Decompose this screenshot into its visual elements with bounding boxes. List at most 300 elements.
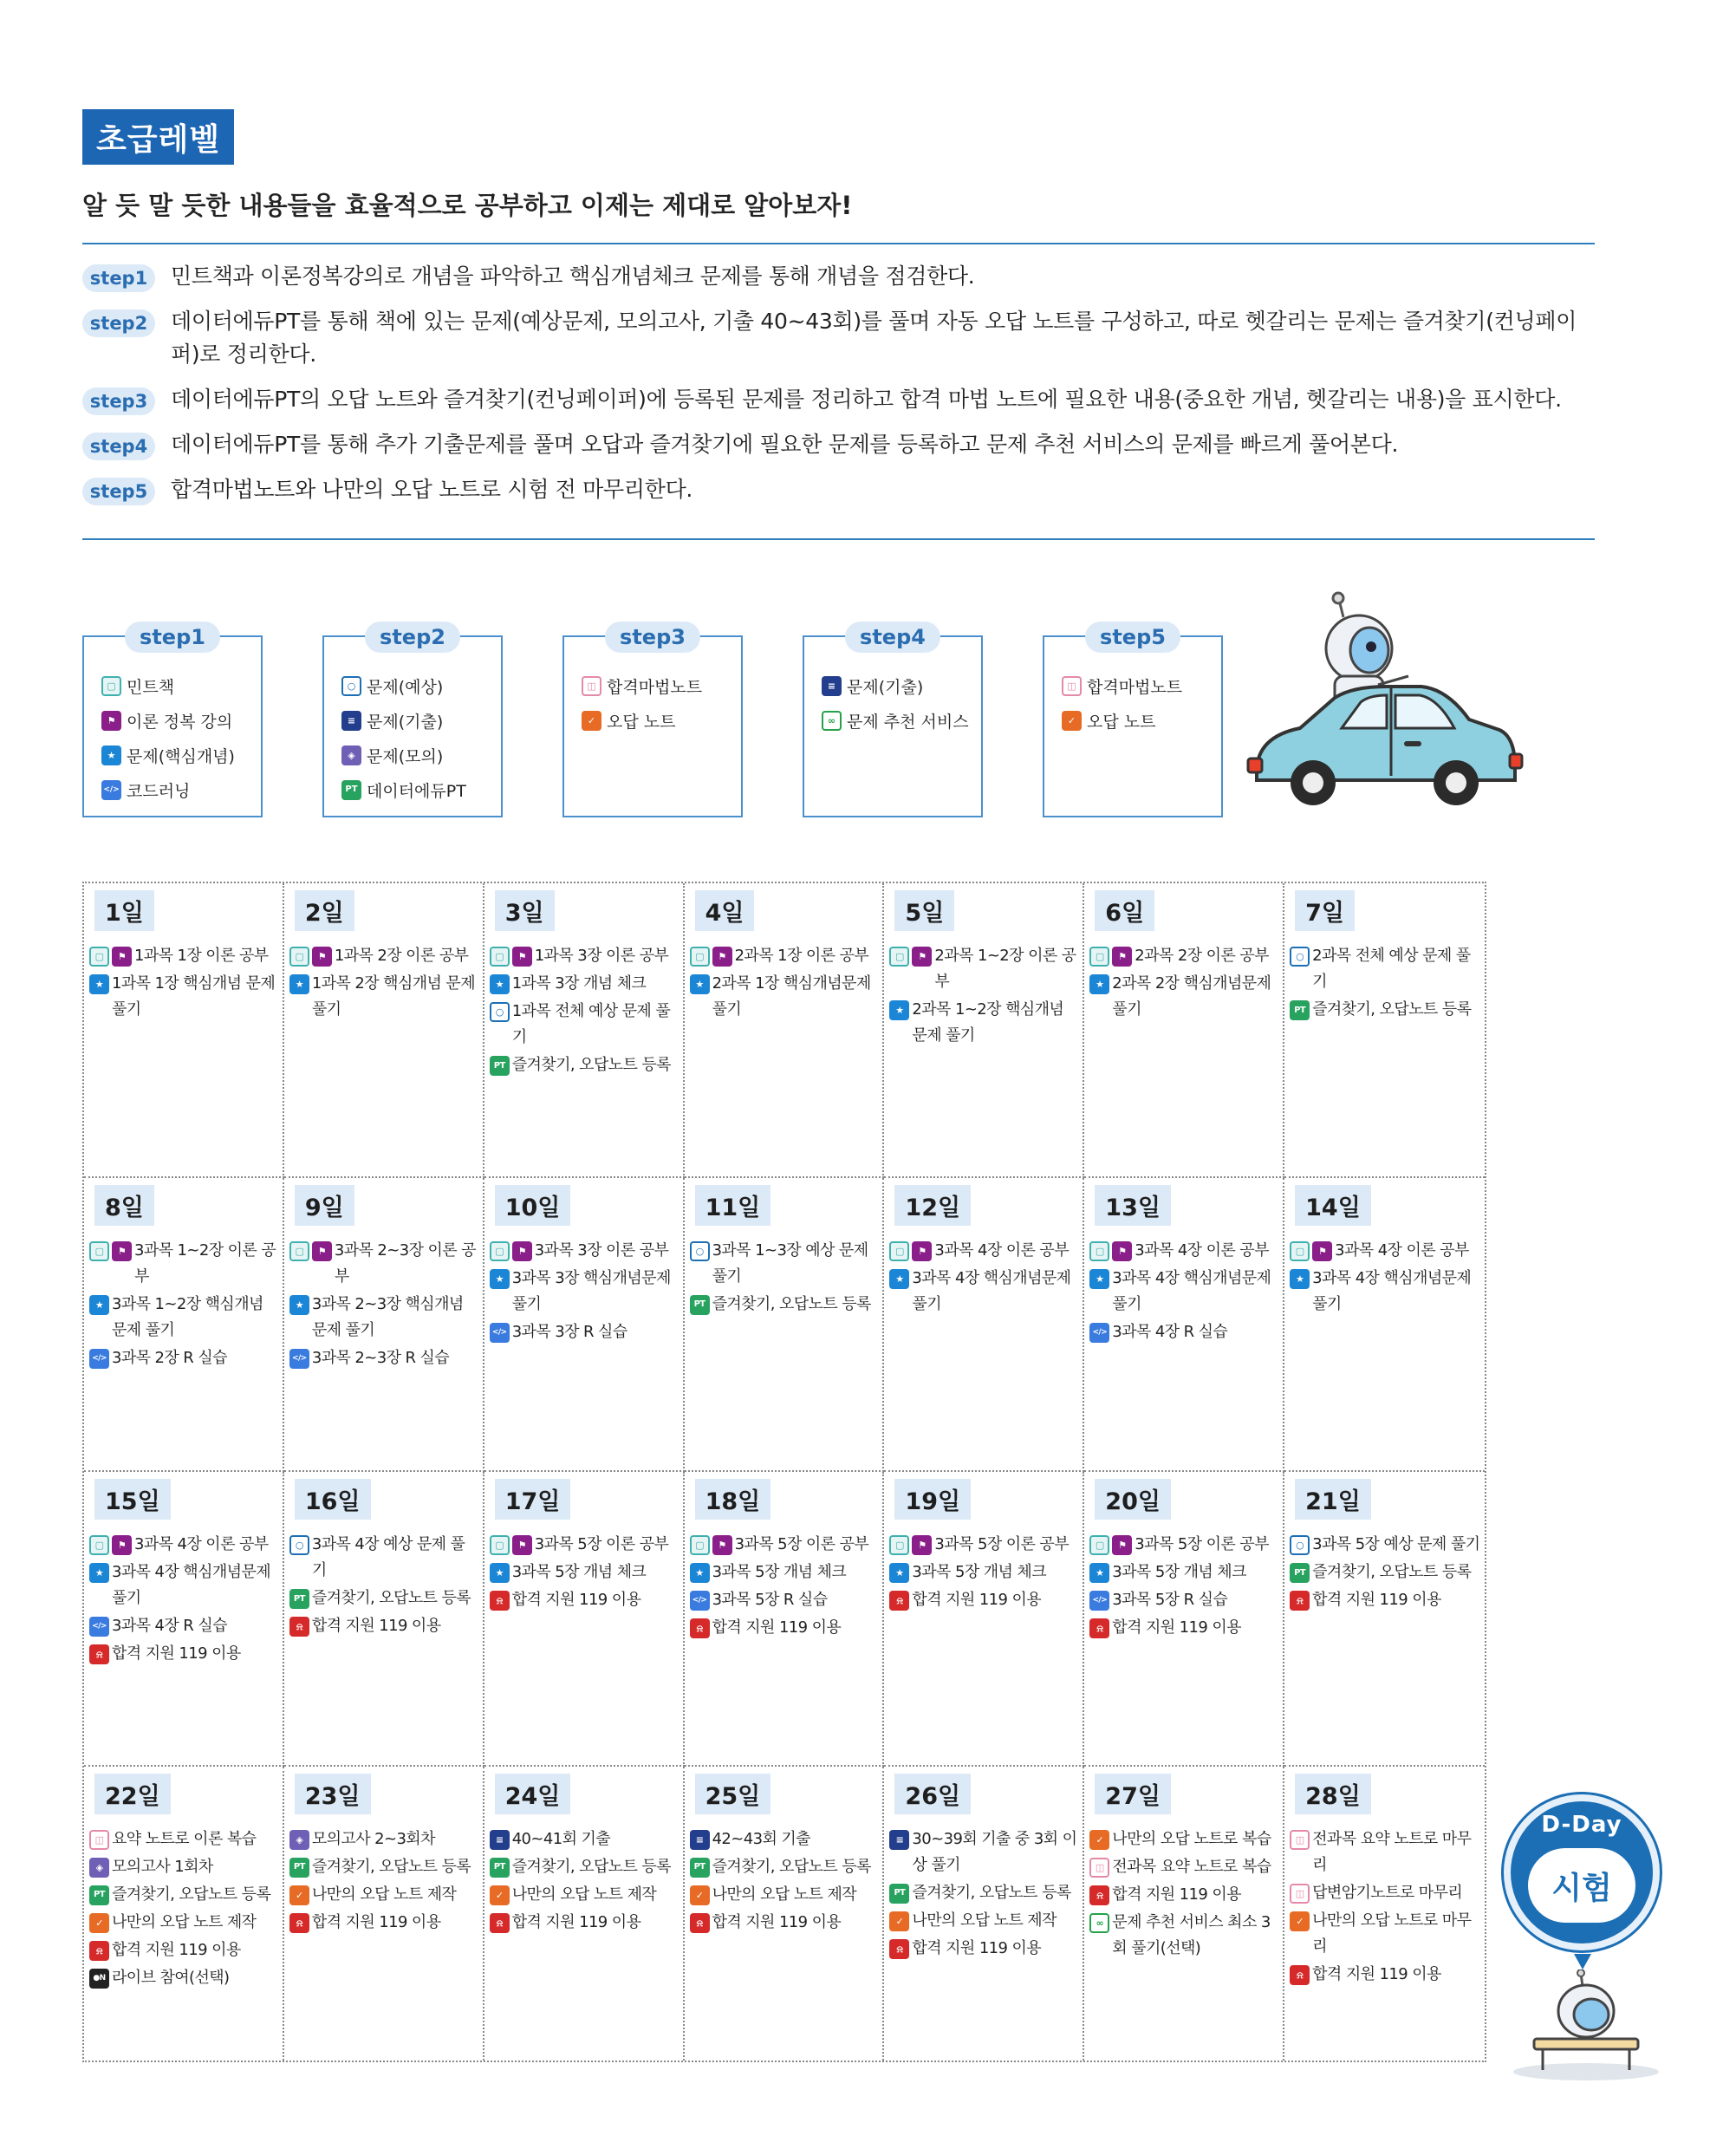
day-label: 23일 [295, 1774, 371, 1814]
task-item [89, 1238, 279, 1290]
list-icon: ≡ [490, 1830, 510, 1850]
check-icon: ✓ [582, 711, 601, 731]
flag-icon: ⚑ [712, 947, 732, 967]
check-icon: ✓ [1062, 711, 1082, 731]
task-item [690, 943, 880, 969]
task-text: 합격 지원 119 이용 [712, 1618, 842, 1637]
step-text: 데이터에듀PT의 오답 노트와 즐겨찾기(컨닝페이퍼)에 등록된 문제를 정리하고 합격 마법 노트에 필요한 내용(중요한 개념, 헷갈리는 내용)을 표시한다. [171, 387, 1562, 412]
flag-icon: ⚑ [712, 1535, 732, 1555]
star-icon: ★ [1089, 1269, 1109, 1289]
task-icons [1089, 1591, 1112, 1611]
task-item [89, 1910, 279, 1936]
star-icon: ★ [1089, 974, 1109, 994]
task-text: 나만의 오답 노트 제작 [511, 1885, 657, 1904]
step-card-item [101, 738, 261, 772]
task-icons [89, 1830, 112, 1850]
task-text: 즐겨찾기, 오답노트 등록 [511, 1857, 671, 1876]
task-item [89, 1532, 279, 1558]
day-label: 19일 [894, 1479, 971, 1520]
task-text: 3과목 5장 R 실습 [712, 1591, 828, 1609]
flag-icon: ⚑ [512, 947, 532, 967]
star-icon: ★ [889, 1563, 909, 1583]
step-card-item-label: 오답 노트 [607, 712, 676, 732]
task-icons [490, 1241, 535, 1261]
calendar-day [884, 1472, 1084, 1767]
task-icons [289, 1295, 312, 1315]
task-icons [89, 1885, 112, 1905]
task-icons [889, 1000, 912, 1020]
task-text: 3과목 5장 이론 공부 [534, 1535, 669, 1553]
task-icons [1290, 1591, 1312, 1611]
task-item [89, 1345, 279, 1371]
layers-icon: ◈ [289, 1830, 309, 1850]
task-text: 3과목 5장 이론 공부 [734, 1535, 869, 1553]
live-icon: ●N [89, 1969, 109, 1989]
task-item [889, 1908, 1079, 1934]
task-icons [1290, 1000, 1312, 1020]
code-icon: </> [89, 1617, 109, 1637]
task-item [89, 1965, 279, 1991]
task-text: 합격 지원 119 이용 [1112, 1885, 1241, 1904]
step-card [322, 625, 503, 817]
task-text: 나만의 오답 노트로 복습 [1112, 1829, 1271, 1848]
task-text: 합격 지원 119 이용 [1312, 1591, 1441, 1609]
task-item [289, 1854, 479, 1880]
pt-icon: PT [1290, 1000, 1310, 1020]
calendar-day [484, 883, 685, 1178]
bell-icon: ⍾ [289, 1617, 309, 1637]
calendar-day [1284, 883, 1485, 1178]
step-card-item-label: 코드러닝 [127, 781, 191, 801]
task-text: 모의고사 1회차 [112, 1857, 213, 1876]
task-text: 3과목 4장 핵심개념문제 풀기 [912, 1268, 1071, 1313]
task-item [289, 1292, 479, 1344]
task-icons [89, 1349, 112, 1369]
flag-icon: ⚑ [112, 1241, 132, 1261]
flag-icon: ⚑ [512, 1241, 532, 1261]
task-icons [1089, 1535, 1135, 1555]
task-text: 즐겨찾기, 오답노트 등록 [511, 1056, 671, 1074]
step-card-item-label: 문제(예상) [367, 677, 444, 697]
flag-icon: ⚑ [912, 1535, 932, 1555]
step-card-title: step1 [125, 622, 220, 653]
task-item [889, 1532, 1079, 1558]
code-icon: </> [690, 1591, 710, 1611]
task-item [490, 1882, 679, 1908]
task-text: 합격 지원 119 이용 [311, 1617, 441, 1635]
day-label: 13일 [1095, 1185, 1171, 1226]
task-icons [690, 947, 735, 967]
task-item [289, 943, 479, 969]
calendar-day [284, 1767, 484, 2061]
pt-icon: PT [1290, 1563, 1310, 1583]
task-text: 1과목 3장 이론 공부 [534, 947, 669, 965]
task-item [690, 1882, 880, 1908]
calendar-day [1084, 1178, 1284, 1473]
task-text: 3과목 5장 개념 체크 [912, 1563, 1047, 1581]
task-text: 2과목 1장 이론 공부 [734, 947, 869, 965]
step-card-item [822, 703, 981, 738]
task-item [1089, 1854, 1279, 1880]
step-card-item-label: 데이터에듀PT [367, 781, 466, 801]
task-icons [690, 974, 712, 994]
task-text: 2과목 1~2장 이론 공부 [934, 947, 1076, 991]
steps-list [82, 260, 1595, 518]
task-item [889, 1587, 1079, 1613]
task-icons [289, 1241, 335, 1261]
flag-icon: ⚑ [112, 947, 132, 967]
task-item [1089, 1532, 1279, 1558]
task-text: 합격 지원 119 이용 [712, 1912, 842, 1931]
task-text: 3과목 3장 핵심개념문제 풀기 [511, 1268, 671, 1313]
star-icon: ★ [89, 1563, 109, 1583]
robot-icon [1513, 1969, 1659, 2080]
task-item [1089, 1559, 1279, 1585]
task-text: 즐겨찾기, 오답노트 등록 [712, 1857, 871, 1876]
task-icons [89, 1858, 112, 1878]
task-item [1089, 1587, 1279, 1613]
task-icons [490, 1535, 535, 1555]
step-card-items [84, 637, 261, 807]
task-icons [1290, 1535, 1312, 1555]
day-label: 24일 [495, 1774, 571, 1814]
task-text: 합격 지원 119 이용 [112, 1940, 241, 1959]
day-label: 17일 [495, 1479, 571, 1520]
search-icon: ○ [1290, 947, 1310, 967]
book-icon: ▢ [101, 676, 121, 696]
check-icon: ✓ [1290, 1911, 1310, 1931]
book-icon: ▢ [889, 1241, 909, 1261]
day-label: 21일 [1295, 1479, 1371, 1520]
task-icons [1089, 1269, 1112, 1289]
step-card [1043, 625, 1223, 817]
task-text: 즐겨찾기, 오답노트 등록 [311, 1589, 471, 1607]
divider-top [82, 243, 1595, 244]
star-icon: ★ [101, 745, 121, 765]
calendar-day [884, 1178, 1084, 1473]
task-icons [889, 1939, 912, 1959]
book-icon: ▢ [1290, 1241, 1310, 1261]
pt-icon: PT [89, 1885, 109, 1905]
bell-icon: ⍾ [1089, 1618, 1109, 1638]
day-label: 9일 [295, 1185, 354, 1226]
day-label: 10일 [495, 1185, 571, 1226]
task-text: 합격 지원 119 이용 [1112, 1618, 1241, 1637]
task-icons [1290, 1241, 1335, 1261]
day-label: 26일 [894, 1774, 971, 1814]
task-icons [490, 1323, 512, 1343]
bell-icon: ⍾ [889, 1939, 909, 1959]
task-item [289, 1345, 479, 1371]
task-text: 즐겨찾기, 오답노트 등록 [1312, 1563, 1472, 1581]
task-text: 요약 노트로 이론 복습 [112, 1829, 257, 1848]
task-icons [289, 1913, 312, 1933]
task-text: 즐겨찾기, 오답노트 등록 [1312, 1000, 1472, 1019]
star-icon: ★ [490, 1269, 510, 1289]
calendar-day [1284, 1472, 1485, 1767]
step-card-item [341, 772, 501, 807]
book-icon: ▢ [490, 947, 510, 967]
study-calendar [82, 882, 1486, 2062]
task-icons [690, 1591, 712, 1611]
task-item [1290, 997, 1481, 1023]
task-text: 1과목 1장 핵심개념 문제 풀기 [112, 974, 276, 1019]
bell-icon: ⍾ [490, 1591, 510, 1611]
task-item [1089, 1882, 1279, 1908]
task-item [1290, 1908, 1481, 1960]
book-icon: ▢ [289, 947, 309, 967]
step-card-item [1062, 668, 1221, 703]
calendar-day [84, 1178, 284, 1473]
car-icon [1248, 687, 1522, 805]
task-text: 2과목 전체 예상 문제 풀기 [1312, 947, 1471, 991]
calendar-day [1284, 1178, 1485, 1473]
task-text: 즐겨찾기, 오답노트 등록 [712, 1294, 871, 1313]
magic-note-icon: ◫ [1290, 1830, 1310, 1850]
calendar-day [84, 883, 284, 1178]
task-item [1089, 1615, 1279, 1641]
task-text: 3과목 5장 개념 체크 [511, 1563, 647, 1581]
task-icons [1290, 1563, 1312, 1583]
dday-badge-tail [1574, 1954, 1591, 1969]
star-icon: ★ [1089, 1563, 1109, 1583]
book-icon: ▢ [889, 947, 909, 967]
task-item [490, 1910, 679, 1936]
task-icons [690, 1913, 712, 1933]
task-icons [89, 1617, 112, 1637]
task-icons [490, 947, 535, 967]
task-text: 3과목 4장 R 실습 [1112, 1322, 1228, 1341]
calendar-day [1084, 1472, 1284, 1767]
step-card-item-label: 문제 추천 서비스 [847, 712, 969, 732]
task-text: 전과목 요약 노트로 복습 [1112, 1857, 1271, 1876]
magic-note-icon: ◫ [89, 1830, 109, 1850]
calendar-day [84, 1767, 284, 2061]
step-text: 데이터에듀PT를 통해 추가 기출문제를 풀며 오답과 즐겨찾기에 필요한 문제를 등록하고 문제 추천 서비스의 문제를 빠르게 풀어본다. [171, 432, 1399, 457]
task-item [1290, 1559, 1481, 1585]
step-card-items [324, 637, 501, 807]
task-icons [1089, 1563, 1112, 1583]
list-icon: ≡ [822, 676, 842, 696]
task-item [1290, 1880, 1481, 1906]
task-icons [289, 1589, 312, 1609]
bell-icon: ⍾ [1290, 1965, 1310, 1985]
step-pill: step3 [82, 387, 155, 415]
task-icons [89, 1241, 134, 1261]
task-item [690, 1238, 880, 1290]
task-item [490, 1238, 679, 1264]
task-item [690, 1587, 880, 1613]
task-text: 합격 지원 119 이용 [311, 1912, 441, 1931]
task-icons [490, 1563, 512, 1583]
pt-icon: PT [690, 1295, 710, 1315]
calendar-day [685, 1472, 885, 1767]
task-icons [1290, 1965, 1312, 1985]
magic-note-icon: ◫ [1290, 1884, 1310, 1904]
task-icons [490, 1913, 512, 1933]
magic-note-icon: ◫ [582, 676, 601, 696]
search-icon: ○ [490, 1002, 510, 1022]
task-icons [89, 1941, 112, 1961]
bell-icon: ⍾ [289, 1913, 309, 1933]
step-pill: step1 [82, 264, 155, 292]
flag-icon: ⚑ [312, 947, 332, 967]
task-item [690, 1615, 880, 1641]
task-text: 2과목 2장 이론 공부 [1135, 947, 1269, 965]
task-item [89, 1882, 279, 1908]
calendar-day [484, 1472, 685, 1767]
task-text: 라이브 참여(선택) [112, 1968, 230, 1987]
step-pill: step4 [82, 433, 155, 460]
day-label: 7일 [1295, 890, 1355, 931]
step-card-item-label: 문제(기출) [847, 677, 924, 697]
task-icons [690, 1858, 712, 1878]
flag-icon: ⚑ [912, 947, 932, 967]
pt-icon: PT [490, 1056, 510, 1076]
task-icons [889, 1535, 934, 1555]
task-item [889, 1826, 1079, 1878]
task-item [289, 1238, 479, 1290]
step-card-item [582, 703, 741, 738]
task-item [89, 971, 279, 1023]
star-icon: ★ [89, 974, 109, 994]
book-icon: ▢ [889, 1535, 909, 1555]
flag-icon: ⚑ [1312, 1241, 1332, 1261]
flag-icon: ⚑ [1112, 947, 1132, 967]
link-icon: ∞ [822, 711, 842, 731]
step-card-item [101, 772, 261, 807]
task-text: 즐겨찾기, 오답노트 등록 [112, 1885, 271, 1904]
task-icons [1089, 1241, 1135, 1261]
step-card-item [1062, 703, 1221, 738]
calendar-day [685, 1178, 885, 1473]
task-icons [1290, 1269, 1312, 1289]
task-icons [289, 1885, 312, 1905]
task-item [289, 1882, 479, 1908]
task-icons [89, 1563, 112, 1583]
code-icon: </> [490, 1323, 510, 1343]
task-icons [289, 1535, 312, 1555]
task-text: 합격 지원 119 이용 [912, 1591, 1042, 1609]
task-text: 3과목 2~3장 이론 공부 [334, 1240, 476, 1286]
task-icons [89, 1535, 134, 1555]
task-icons [1290, 947, 1312, 967]
step-card-item-label: 문제(모의) [367, 746, 444, 766]
task-text: 1과목 3장 개념 체크 [511, 974, 647, 993]
book-icon: ▢ [289, 1241, 309, 1261]
task-icons [1290, 1884, 1312, 1904]
task-text: 나만의 오답 노트 제작 [912, 1911, 1057, 1930]
step-card [82, 625, 263, 817]
task-item [89, 1937, 279, 1963]
task-item [1290, 1532, 1481, 1558]
task-item [1290, 943, 1481, 995]
task-item [1290, 1962, 1481, 1988]
task-text: 3과목 4장 R 실습 [112, 1617, 227, 1635]
task-item [690, 1292, 880, 1318]
task-text: 3과목 1~2장 핵심개념 문제 풀기 [112, 1294, 263, 1339]
task-text: 답변암기노트로 마무리 [1312, 1883, 1463, 1902]
task-item [1089, 971, 1279, 1023]
task-icons [1089, 1858, 1112, 1878]
task-icons [690, 1885, 712, 1905]
check-icon: ✓ [289, 1885, 309, 1905]
list-icon: ≡ [889, 1830, 909, 1850]
task-item [889, 1559, 1079, 1585]
task-item [1290, 1826, 1481, 1878]
task-item [889, 1936, 1079, 1962]
task-text: 3과목 4장 이론 공부 [1335, 1240, 1469, 1260]
star-icon: ★ [690, 1563, 710, 1583]
calendar-day [84, 1472, 284, 1767]
pt-icon: PT [341, 780, 361, 800]
task-item [1089, 1910, 1279, 1962]
robot-car-illustration [1239, 589, 1525, 832]
task-item [1290, 1266, 1481, 1318]
task-item [89, 1559, 279, 1611]
task-icons [889, 1830, 912, 1850]
task-text: 전과목 요약 노트로 마무리 [1312, 1829, 1472, 1874]
search-icon: ○ [341, 676, 361, 696]
task-icons [889, 1591, 912, 1611]
book-icon: ▢ [490, 1535, 510, 1555]
step-card-item [582, 668, 741, 703]
task-text: 2과목 1~2장 핵심개념 문제 풀기 [912, 1000, 1064, 1045]
calendar-day [484, 1178, 685, 1473]
task-text: 3과목 4장 이론 공부 [134, 1535, 269, 1553]
star-icon: ★ [490, 1563, 510, 1583]
list-icon: ≡ [341, 711, 361, 731]
flag-icon: ⚑ [912, 1241, 932, 1261]
task-item [690, 1532, 880, 1558]
link-icon: ∞ [1089, 1913, 1109, 1933]
bell-icon: ⍾ [1089, 1885, 1109, 1905]
task-icons [490, 1056, 512, 1076]
task-icons [490, 974, 512, 994]
task-icons [490, 1591, 512, 1611]
task-icons [490, 1830, 512, 1850]
book-icon: ▢ [1089, 947, 1109, 967]
task-text: 30~39회 기출 중 3회 이상 풀기 [912, 1829, 1077, 1874]
step-card-item [822, 668, 981, 703]
task-item [1290, 1238, 1481, 1264]
task-item [490, 1587, 679, 1613]
task-item [89, 1613, 279, 1639]
task-icons [690, 1241, 712, 1261]
calendar-day [284, 883, 484, 1178]
bell-icon: ⍾ [889, 1591, 909, 1611]
task-item [490, 1319, 679, 1345]
step-row [82, 383, 1595, 416]
day-label: 20일 [1095, 1479, 1171, 1520]
task-text: 3과목 1~3장 예상 문제 풀기 [712, 1240, 868, 1286]
task-icons [1089, 1913, 1112, 1933]
task-item [289, 1826, 479, 1852]
task-icons [1089, 974, 1112, 994]
task-item [690, 971, 880, 1023]
step-card-title: step2 [365, 622, 460, 653]
task-item [1089, 1266, 1279, 1318]
step-pill: step2 [82, 309, 155, 337]
check-icon: ✓ [89, 1913, 109, 1933]
calendar-day [484, 1767, 685, 2061]
task-text: 나만의 오답 노트로 마무리 [1312, 1911, 1472, 1956]
divider-bottom [82, 538, 1595, 540]
task-item [490, 999, 679, 1051]
step-card-item [341, 703, 501, 738]
task-text: 2과목 1장 핵심개념문제 풀기 [712, 974, 871, 1019]
task-icons [1089, 1885, 1112, 1905]
